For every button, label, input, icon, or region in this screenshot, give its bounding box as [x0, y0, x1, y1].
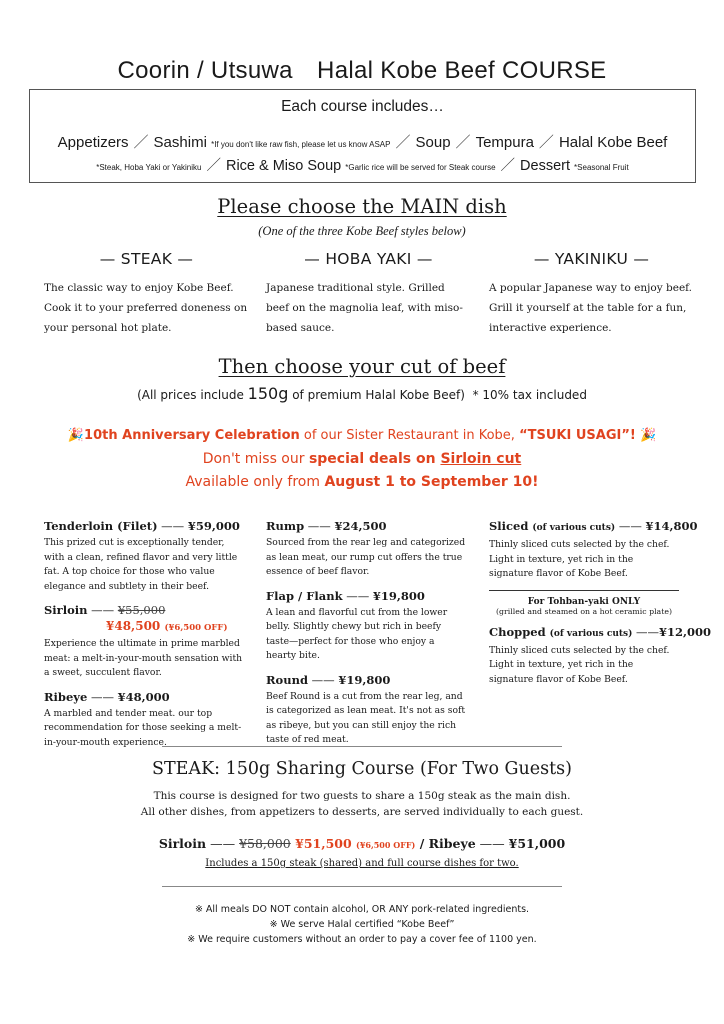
dash: ——	[632, 624, 660, 639]
cut-sub-weight: 150g	[247, 384, 289, 403]
cut-column-1	[44, 518, 244, 758]
style-desc: The classic way to enjoy Kobe Beef. Cook it to your preferred doneness on your personal hot plate.	[44, 282, 248, 334]
cut-price: ¥48,000	[117, 689, 170, 704]
separator: ／	[500, 158, 516, 174]
cut-name: Flap / Flank	[266, 588, 343, 603]
cut-column-2	[266, 518, 466, 756]
cut-sub-post: of premium Halal Kobe Beef)	[288, 388, 465, 402]
item-halal-beef: Halal Kobe Beef	[558, 134, 668, 151]
sirloin-sale	[106, 619, 244, 633]
dash: ——	[304, 519, 335, 533]
cut-sub-pre: (All prices include	[137, 388, 248, 402]
party-popper-icon: 🎉	[67, 428, 85, 443]
cut-sliced	[489, 518, 698, 536]
dessert-note: *Seasonal Fruit	[574, 163, 629, 172]
item-appetizers: Appetizers	[57, 134, 129, 151]
promo-anniversary: 10th Anniversary Celebration	[84, 428, 300, 443]
cut-desc: Thinly sliced cuts selected by the chef. Light in texture, yet rich in the signature flavor of Kobe Beef.	[489, 644, 670, 685]
includes-line-2	[30, 154, 695, 175]
cut-note: (of various cuts)	[549, 628, 633, 639]
old-price: ¥55,000	[117, 603, 166, 617]
cut-price: ¥19,800	[372, 588, 425, 603]
cut-desc: Sourced from the rear leg and categorized as lean meat, our rump cut offers the true essence of beef flavor.	[266, 537, 466, 577]
cut-price: ¥14,800	[645, 519, 698, 533]
cut-desc: A marbled and tender meat. our top recommendation for those seeking a melt-in-your-mouth experience.	[44, 707, 242, 748]
sharing-desc-1: This course is designed for two guests to share a 150g steak as the main dish.	[153, 790, 571, 802]
dash: ——	[157, 519, 188, 533]
style-hoba-yaki	[266, 250, 471, 338]
style-steak	[44, 250, 249, 338]
divider	[489, 590, 679, 591]
cut-desc: Thinly sliced cuts selected by the chef. Light in texture, yet rich in the signature flavor of Kobe Beef.	[489, 539, 670, 579]
footer-note: ※ We serve Halal certified “Kobe Beef”	[269, 919, 455, 930]
course-includes-box	[29, 89, 696, 183]
cut-name: Chopped	[489, 624, 546, 639]
promo-restaurant-name: “TSUKI USAGI”!	[519, 428, 636, 443]
cut-desc: Beef Round is a cut from the rear leg, and is categorized as lean meat. It's not as soft as ribeye, but you can still enjoy the rich taste of red meat.	[266, 690, 466, 745]
separator: ／	[455, 134, 471, 151]
sashimi-note: *If you don't like raw fish, please let us know ASAP	[211, 140, 391, 149]
footer-note: ※ We require customers without an order to pay a cover fee of 1100 yen.	[187, 934, 537, 945]
promo-dates: August 1 to September 10!	[324, 474, 539, 490]
cut-name: Tenderloin (Filet)	[44, 519, 158, 533]
style-desc: Japanese traditional style. Grilled beef on the magnolia leaf, with miso-based sauce.	[266, 282, 463, 334]
item-soup: Soup	[415, 134, 451, 151]
dash: ——	[475, 836, 509, 851]
dash: ——	[308, 672, 339, 687]
promo-mid: of our Sister Restaurant in Kobe,	[299, 428, 520, 443]
cut-name: Sliced	[489, 519, 529, 533]
style-desc: A popular Japanese way to enjoy beef. Grill it yourself at the table for a fun, interactive experience.	[489, 282, 693, 334]
slash: /	[415, 836, 429, 851]
sharing-desc-2: All other dishes, from appetizers to desserts, are served individually to each guest.	[140, 806, 584, 818]
sale-discount: (¥6,500 OFF)	[164, 623, 228, 633]
cut-name: Round	[266, 672, 308, 687]
separator: ／	[133, 134, 149, 151]
cut-price: ¥12,000	[659, 624, 712, 639]
tohban-title: For Tohban-yaki ONLY	[527, 596, 641, 607]
separator: ／	[538, 134, 554, 151]
item-dessert: Dessert	[520, 158, 571, 174]
tohban-note: (grilled and steamed on a hot ceramic plate)	[496, 606, 672, 616]
cut-heading: Then choose your cut of beef	[218, 355, 506, 378]
cut-chopped	[489, 624, 712, 642]
style-title: — HOBA YAKI —	[304, 250, 433, 268]
dash: ——	[342, 588, 373, 603]
cut-flap-flank	[266, 588, 466, 604]
promo-line3-pre: Available only from	[185, 474, 325, 490]
cut-name: Sirloin	[44, 603, 88, 617]
style-title: — STEAK —	[99, 250, 194, 268]
divider	[162, 886, 562, 887]
sharing-ribeye-price: ¥51,000	[508, 836, 566, 851]
cut-name: Rump	[266, 519, 305, 533]
includes-heading: Each course includes…	[281, 98, 444, 115]
item-rice: Rice & Miso Soup	[225, 158, 342, 174]
promo-line2-pre: Don't miss our	[202, 451, 309, 467]
sale-price: ¥48,500	[106, 619, 161, 633]
cut-subheading	[0, 384, 724, 403]
sharing-ribeye-label: Ribeye	[428, 836, 476, 851]
cut-name: Ribeye	[44, 689, 88, 704]
dash: ——	[87, 603, 118, 617]
cut-price: ¥19,800	[338, 672, 391, 687]
sharing-sirloin-discount: (¥6,500 OFF)	[356, 840, 416, 850]
cut-price: ¥59,000	[187, 519, 240, 533]
separator: ／	[206, 158, 221, 174]
main-dish-heading: Please choose the MAIN dish	[217, 195, 507, 218]
sharing-sirloin-sale-price: ¥51,500	[295, 836, 352, 851]
cut-column-3	[489, 518, 712, 695]
main-dish-subheading: (One of the three Kobe Beef styles below)	[258, 224, 466, 238]
promo-line-3	[0, 474, 724, 490]
cut-tenderloin	[44, 518, 244, 534]
sharing-heading: STEAK: 150g Sharing Course (For Two Guests)	[152, 759, 572, 779]
promo-sirloin-cut: Sirloin cut	[440, 451, 522, 467]
cut-rump	[266, 518, 466, 534]
footer-note: ※ All meals DO NOT contain alcohol, OR ANY pork-related ingredients.	[194, 904, 530, 915]
cut-price: ¥24,500	[334, 519, 387, 533]
cut-round	[266, 672, 466, 688]
includes-line-1	[30, 131, 695, 152]
promo-line-2	[0, 451, 724, 467]
dash: ——	[87, 689, 118, 704]
divider	[162, 746, 562, 747]
item-tempura: Tempura	[475, 134, 534, 151]
sharing-prices	[0, 836, 724, 851]
page-title: Coorin / Utsuwa Halal Kobe Beef COURSE	[117, 57, 607, 84]
separator: ／	[395, 134, 411, 151]
cut-note: (of various cuts)	[532, 523, 616, 533]
style-title: — YAKINIKU —	[533, 250, 650, 268]
cut-ribeye	[44, 689, 244, 705]
beef-note: *Steak, Hoba Yaki or Yakiniku	[96, 163, 202, 172]
sharing-note: Includes a 150g steak (shared) and full course dishes for two.	[205, 858, 519, 869]
sharing-sirloin-old-price: ¥58,000	[239, 836, 291, 851]
rice-note: *Garlic rice will be served for Steak course	[345, 163, 496, 172]
style-yakiniku	[489, 250, 694, 338]
item-sashimi: Sashimi	[153, 134, 207, 151]
promo-line-1	[0, 428, 724, 443]
tax-note: * 10% tax included	[472, 388, 587, 402]
cut-sirloin	[44, 602, 244, 618]
dash: ——	[615, 519, 646, 533]
dash: ——	[206, 836, 240, 851]
promo-line2-bold: special deals on	[308, 451, 441, 467]
party-popper-icon: 🎉	[639, 428, 657, 443]
cut-desc: This prized cut is exceptionally tender, with a clean, refined flavor and very little fat. A top choice for those who value elegance and subtlety in their beef.	[44, 537, 238, 592]
sharing-sirloin-label: Sirloin	[158, 836, 207, 851]
cut-desc: A lean and flavorful cut from the lower belly. Slightly chewy but rich in beefy taste—perfect for those who enjoy a hearty bite.	[266, 606, 448, 661]
cut-desc: Experience the ultimate in prime marbled meat: a melt-in-your-mouth sensation with a sweet, succulent flavor.	[44, 638, 243, 678]
